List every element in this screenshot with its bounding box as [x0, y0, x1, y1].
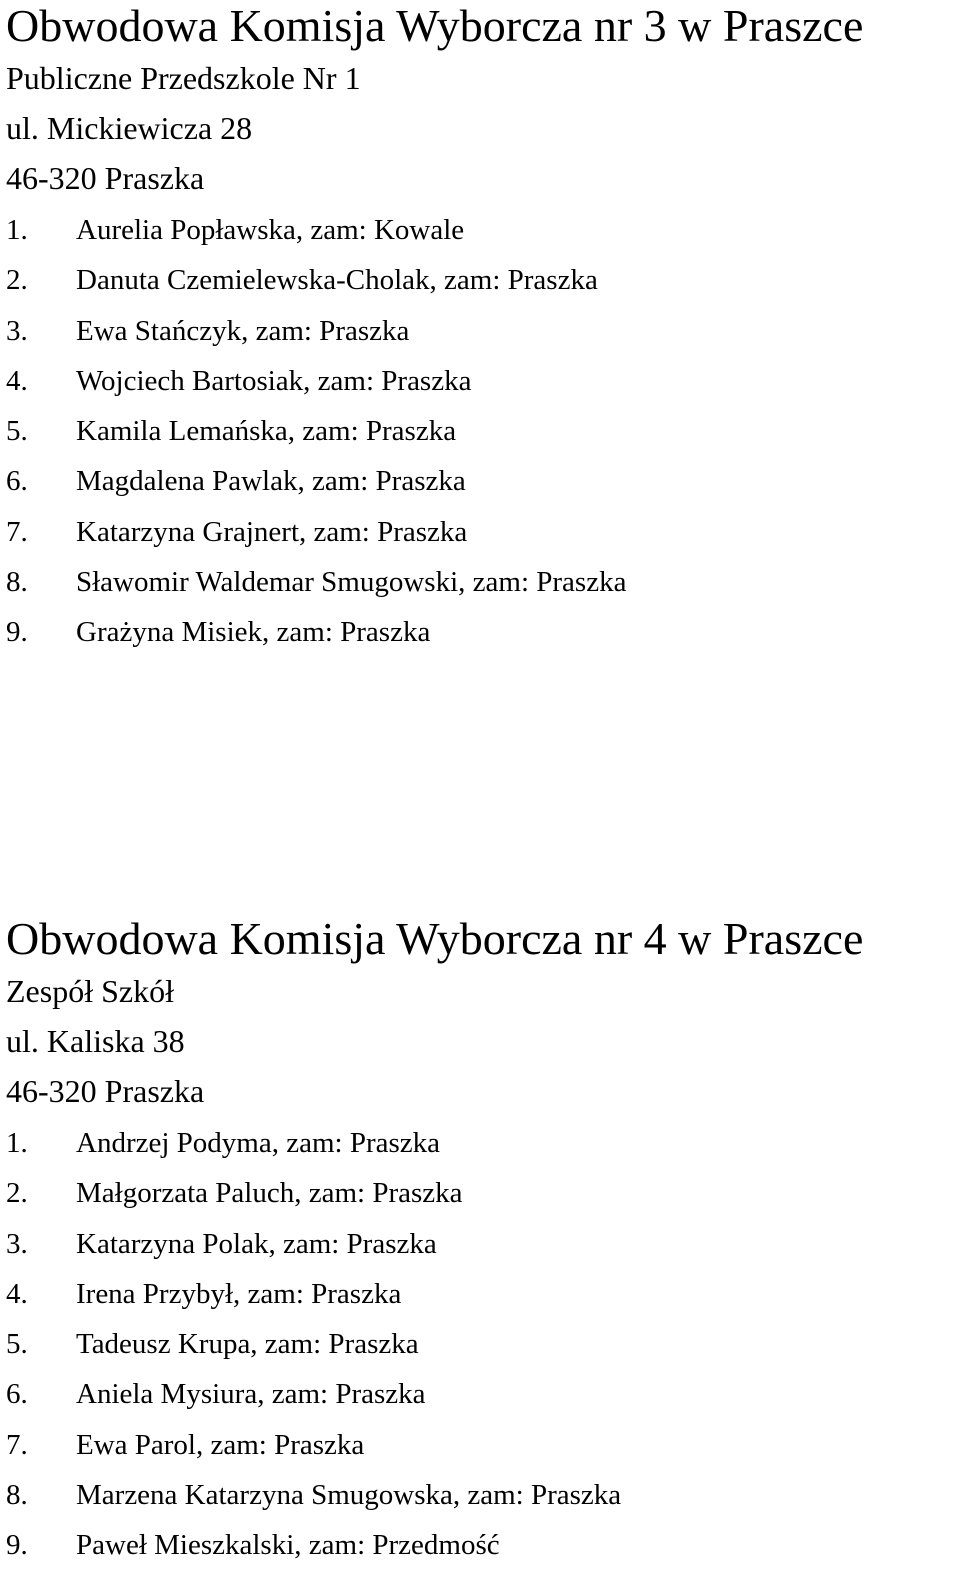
address-postal: 46-320 Praszka — [6, 160, 205, 196]
member-list — [6, 1118, 956, 1571]
member-item — [6, 1219, 956, 1269]
address-street: ul. Mickiewicza 28 — [6, 110, 253, 146]
member-number: 7. — [6, 515, 28, 548]
member-number: 4. — [6, 364, 28, 397]
member-item — [6, 1319, 956, 1369]
member-name: Irena Przybył, zam: Praszka — [76, 1277, 402, 1310]
member-name: Grażyna Misiek, zam: Praszka — [76, 616, 431, 649]
member-item — [6, 1118, 956, 1168]
member-name: Ewa Stańczyk, zam: Praszka — [76, 314, 410, 347]
member-number: 3. — [6, 314, 28, 347]
member-number: 3. — [6, 1227, 28, 1260]
address-institution: Publiczne Przedszkole Nr 1 — [6, 60, 361, 96]
member-name: Tadeusz Krupa, zam: Praszka — [76, 1328, 419, 1361]
member-name: Kamila Lemańska, zam: Praszka — [76, 415, 457, 448]
member-number: 9. — [6, 1529, 28, 1562]
member-list — [6, 205, 956, 658]
member-item — [6, 406, 956, 456]
member-number: 1. — [6, 1127, 28, 1159]
member-item — [6, 1369, 956, 1419]
member-name: Aurelia Popławska, zam: Kowale — [76, 214, 465, 246]
address-street: ul. Kaliska 38 — [6, 1023, 185, 1059]
member-name: Wojciech Bartosiak, zam: Praszka — [76, 364, 472, 397]
member-item — [6, 205, 956, 255]
member-name: Małgorzata Paluch, zam: Praszka — [76, 1177, 463, 1210]
member-item — [6, 356, 956, 406]
address-institution: Zespół Szkół — [6, 973, 174, 1009]
member-name: Andrzej Podyma, zam: Praszka — [76, 1127, 441, 1159]
member-item — [6, 306, 956, 356]
member-name: Danuta Czemielewska-Cholak, zam: Praszka — [76, 264, 598, 297]
member-number: 9. — [6, 616, 28, 649]
member-name: Aniela Mysiura, zam: Praszka — [76, 1378, 426, 1411]
member-number: 8. — [6, 566, 28, 599]
member-name: Magdalena Pawlak, zam: Praszka — [76, 465, 466, 498]
member-number: 4. — [6, 1277, 28, 1310]
member-number: 5. — [6, 415, 28, 448]
member-number: 7. — [6, 1428, 28, 1461]
member-item — [6, 1470, 956, 1520]
member-name: Ewa Parol, zam: Praszka — [76, 1428, 365, 1461]
member-item — [6, 557, 956, 607]
member-item — [6, 1420, 956, 1470]
member-number: 5. — [6, 1328, 28, 1361]
commission-section-3 — [6, 0, 956, 658]
member-name: Katarzyna Grajnert, zam: Praszka — [76, 515, 468, 548]
member-item — [6, 456, 956, 506]
member-name: Marzena Katarzyna Smugowska, zam: Praszka — [76, 1479, 622, 1512]
member-number: 2. — [6, 1177, 28, 1210]
commission-title: Obwodowa Komisja Wyborcza nr 4 w Praszce — [6, 913, 864, 964]
address-postal: 46-320 Praszka — [6, 1073, 205, 1109]
member-item — [6, 255, 956, 305]
member-name: Paweł Mieszkalski, zam: Przedmość — [76, 1529, 500, 1562]
member-item — [6, 1269, 956, 1319]
member-number: 6. — [6, 465, 28, 498]
commission-title: Obwodowa Komisja Wyborcza nr 3 w Praszce — [6, 0, 864, 51]
member-item — [6, 507, 956, 557]
member-number: 8. — [6, 1479, 28, 1512]
member-number: 1. — [6, 214, 28, 246]
member-item — [6, 1168, 956, 1218]
member-name: Sławomir Waldemar Smugowski, zam: Praszka — [76, 566, 627, 599]
member-item — [6, 1520, 956, 1570]
member-name: Katarzyna Polak, zam: Praszka — [76, 1227, 437, 1260]
member-number: 6. — [6, 1378, 28, 1411]
commission-section-4 — [6, 913, 956, 1571]
member-number: 2. — [6, 264, 28, 297]
member-item — [6, 607, 956, 657]
